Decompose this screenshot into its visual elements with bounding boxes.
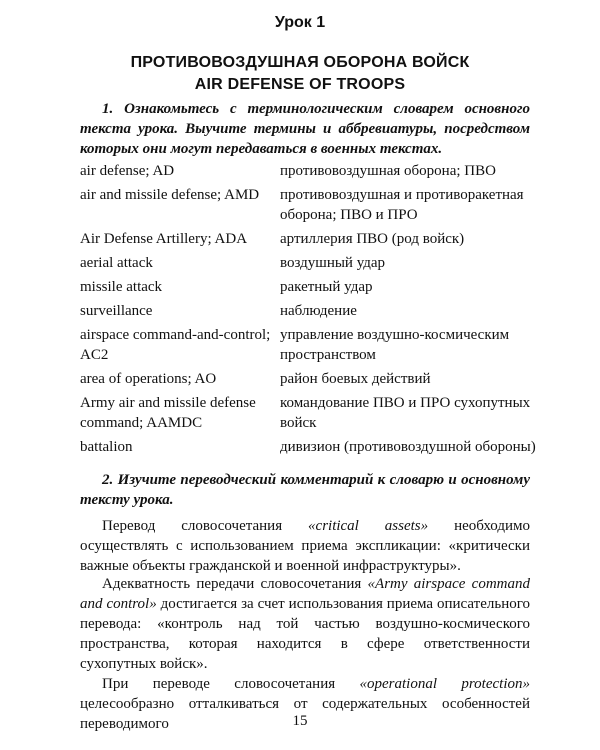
glossary-term-english: Army air and missile defense command; AAMDC bbox=[80, 395, 256, 431]
glossary-term-russian: ракетный удар bbox=[280, 279, 373, 295]
glossary-term-russian: воздушный удар bbox=[280, 255, 386, 271]
glossary-term-russian: наблюдение bbox=[280, 303, 357, 319]
paragraph-text: При переводе словосочетания bbox=[102, 676, 360, 692]
glossary-row bbox=[80, 277, 540, 297]
task-1-text: 1. Ознакомьтесь с терминологическим словарем основного текста урока. Выучите термины и аббревиатуры, посредством которых они могут передаваться в военных текстах. bbox=[80, 101, 530, 157]
glossary-term-russian: дивизион (противовоздушной обороны) bbox=[280, 439, 536, 455]
paragraph-term: «operational protection» bbox=[359, 676, 530, 692]
lesson-label: Урок 1 bbox=[274, 14, 326, 31]
glossary-row bbox=[80, 161, 540, 181]
glossary-row bbox=[80, 185, 540, 225]
glossary-row bbox=[80, 325, 540, 365]
paragraph-text: Перевод словосочетания bbox=[102, 518, 309, 534]
glossary-row bbox=[80, 229, 540, 249]
glossary-row bbox=[80, 253, 540, 273]
glossary-row bbox=[80, 301, 540, 321]
commentary-paragraph-2 bbox=[80, 574, 530, 674]
paragraph-text: Адекватность передачи словосочетания bbox=[102, 576, 368, 592]
glossary-row bbox=[80, 369, 540, 389]
glossary-term-english: surveillance bbox=[80, 303, 153, 319]
glossary-term-english: Air Defense Artillery; ADA bbox=[80, 231, 248, 247]
glossary-term-english: battalion bbox=[80, 439, 133, 455]
glossary-term-english: air defense; AD bbox=[80, 163, 175, 179]
title-russian: ПРОТИВОВОЗДУШНАЯ ОБОРОНА ВОЙСК bbox=[130, 54, 470, 71]
paragraph-text: достигается за счет использования приема описательного перевода: «контроль над той частью воздушно-космического пространства, которая находится в сфере ответственности сухопутных войск». bbox=[80, 596, 530, 672]
paragraph-text: необходимо осуществлять с использованием приема экспликации: «критически важные объекты гражданской и военной инфраструктуры». bbox=[80, 518, 530, 574]
paragraph-term: «critical assets» bbox=[308, 518, 429, 534]
page-number: 15 bbox=[292, 713, 308, 729]
paragraph-term: «Army airspace command and control» bbox=[80, 576, 530, 612]
glossary-term-russian: управление воздушно-космическим пространством bbox=[280, 327, 510, 363]
glossary-term-english: air and missile defense; AMD bbox=[80, 187, 260, 203]
glossary-term-russian: артиллерия ПВО (род войск) bbox=[280, 231, 465, 247]
glossary-term-english: missile attack bbox=[80, 279, 163, 295]
paragraph-text: целесообразно отталкиваться от содержательных особенностей переводимого bbox=[80, 696, 530, 732]
title-english: AIR DEFENSE OF TROOPS bbox=[194, 76, 406, 93]
glossary-row bbox=[80, 437, 540, 457]
glossary-table bbox=[80, 161, 540, 461]
task-1-instruction bbox=[80, 99, 530, 159]
task-2-text: 2. Изучите переводческий комментарий к словарю и основному тексту урока. bbox=[80, 472, 530, 508]
glossary-row bbox=[80, 393, 540, 433]
glossary-term-russian: район боевых действий bbox=[280, 371, 431, 387]
glossary-term-english: airspace command-and-control; AC2 bbox=[80, 327, 271, 363]
glossary-term-english: aerial attack bbox=[80, 255, 153, 271]
commentary-paragraph-1 bbox=[80, 516, 530, 576]
task-2-instruction bbox=[80, 470, 530, 510]
glossary-term-russian: противовоздушная и противоракетная оборона; ПВО и ПРО bbox=[280, 187, 524, 223]
glossary-term-russian: противовоздушная оборона; ПВО bbox=[280, 163, 496, 179]
glossary-term-russian: командование ПВО и ПРО сухопутных войск bbox=[280, 395, 531, 431]
glossary-term-english: area of operations; AO bbox=[80, 371, 217, 387]
